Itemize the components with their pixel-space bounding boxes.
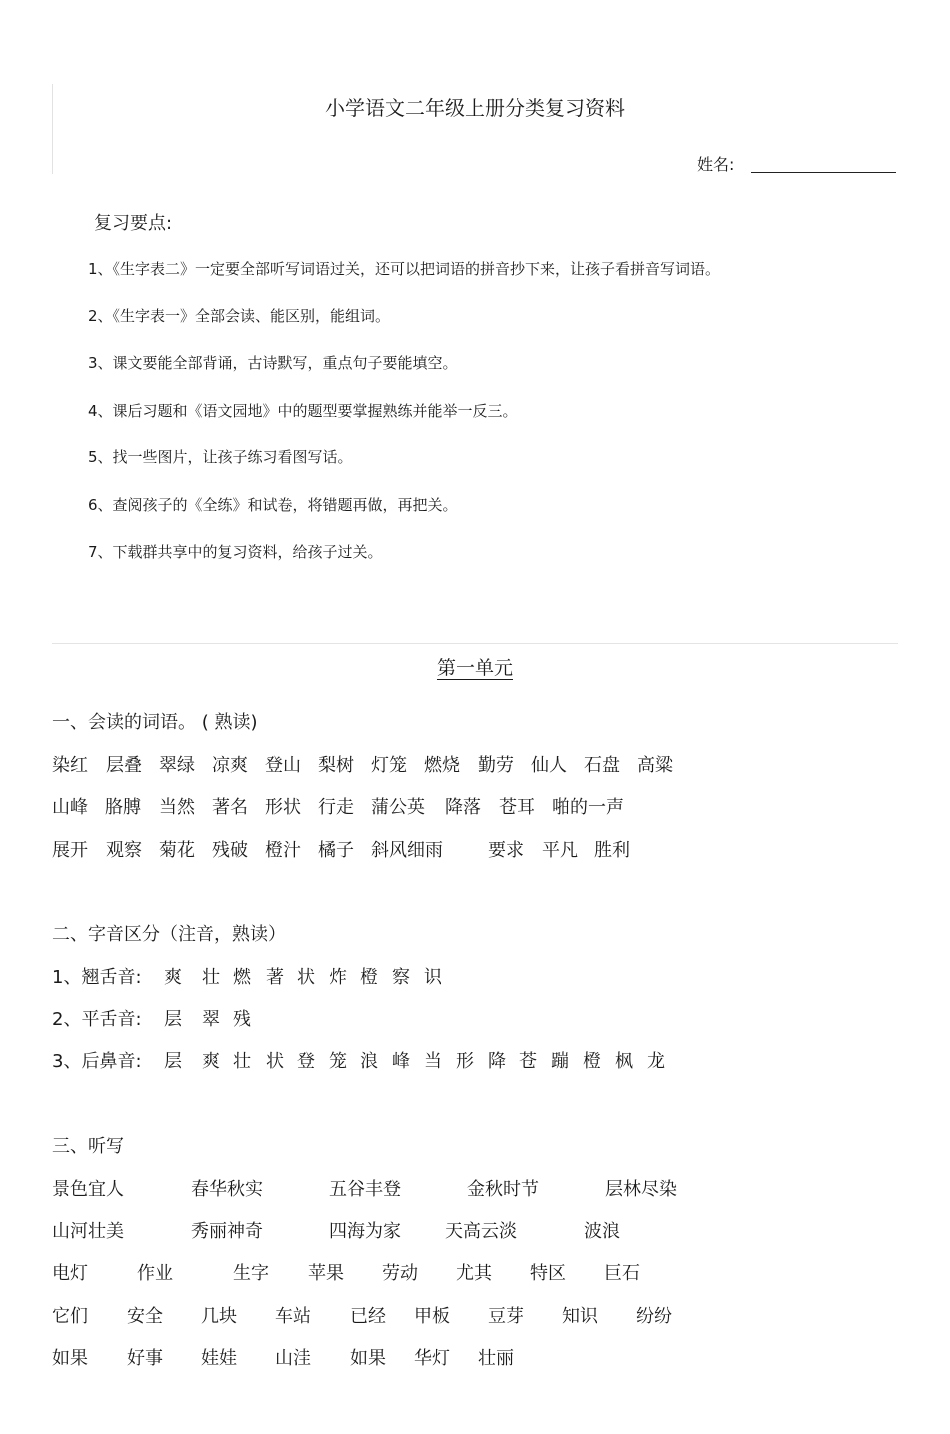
- char: 浪: [360, 1051, 378, 1072]
- word: 春华秋实: [191, 1179, 263, 1200]
- char: 龙: [647, 1051, 665, 1072]
- word: 安全: [127, 1306, 163, 1327]
- word: 壮丽: [478, 1348, 514, 1369]
- word: 胳膊: [105, 797, 141, 818]
- word: 层林尽染: [605, 1179, 677, 1200]
- char: 察: [392, 967, 410, 988]
- word: 降落: [445, 797, 481, 818]
- word: 波浪: [584, 1221, 620, 1242]
- word: 染红: [52, 755, 88, 776]
- word: 纷纷: [636, 1306, 672, 1327]
- review-point-7: 7、下载群共享中的复习资料，给孩子过关。: [88, 543, 383, 561]
- word: 山峰: [52, 797, 88, 818]
- word: 橙汁: [265, 840, 301, 861]
- char: 降: [488, 1051, 506, 1072]
- word: 苹果: [308, 1263, 344, 1284]
- section1-heading: 一、会读的词语。 ( 熟读): [52, 712, 258, 733]
- word: 已经: [350, 1306, 386, 1327]
- word: 灯笼: [371, 755, 407, 776]
- word: 展开: [52, 840, 88, 861]
- line-label: 1、翘舌音:: [52, 967, 142, 988]
- line-label: 3、后鼻音:: [52, 1051, 142, 1072]
- char: 蹦: [551, 1051, 569, 1072]
- review-point-6: 6、查阅孩子的《全练》和试卷，将错题再做，再把关。: [88, 496, 458, 514]
- word: 形状: [265, 797, 301, 818]
- word: 娃娃: [201, 1348, 237, 1369]
- char: 形: [456, 1051, 474, 1072]
- char: 笼: [329, 1051, 347, 1072]
- char: 爽: [202, 1051, 220, 1072]
- char: 状: [266, 1051, 284, 1072]
- word: 天高云淡: [445, 1221, 517, 1242]
- word: 苍耳: [499, 797, 535, 818]
- char: 峰: [392, 1051, 410, 1072]
- review-point-1: 1、《生字表二》一定要全部听写词语过关，还可以把词语的拼音抄下来，让孩子看拼音写词语。: [88, 260, 721, 278]
- review-point-3: 3、课文要能全部背诵，古诗默写，重点句子要能填空。: [88, 354, 458, 372]
- word: 胜利: [594, 840, 630, 861]
- review-heading: 复习要点:: [94, 213, 173, 234]
- char: 著: [266, 967, 284, 988]
- section-divider: [52, 643, 898, 644]
- word: 劳动: [382, 1263, 418, 1284]
- char: 识: [424, 967, 442, 988]
- word: 观察: [106, 840, 142, 861]
- char: 登: [297, 1051, 315, 1072]
- char: 橙: [583, 1051, 601, 1072]
- char: 残: [233, 1009, 251, 1030]
- word: 残破: [212, 840, 248, 861]
- char: 状: [297, 967, 315, 988]
- word: 电灯: [52, 1263, 88, 1284]
- char: 层: [164, 1009, 182, 1030]
- line-label: 2、平舌音:: [52, 1009, 142, 1030]
- word: 几块: [201, 1306, 237, 1327]
- word: 当然: [159, 797, 195, 818]
- word: 它们: [52, 1306, 88, 1327]
- word: 山河壮美: [52, 1221, 124, 1242]
- word: 金秋时节: [467, 1179, 539, 1200]
- word: 登山: [265, 755, 301, 776]
- word: 斜风细雨: [371, 840, 443, 861]
- name-label: 姓名:: [697, 155, 735, 174]
- char: 苍: [519, 1051, 537, 1072]
- word: 秀丽神奇: [191, 1221, 263, 1242]
- section2-heading: 二、字音区分（注音，熟读）: [52, 924, 286, 945]
- word: 凉爽: [212, 755, 248, 776]
- review-point-4: 4、课后习题和《语文园地》中的题型要掌握熟练并能举一反三。: [88, 402, 518, 420]
- word: 要求: [488, 840, 524, 861]
- word: 生字: [233, 1263, 269, 1284]
- review-point-5: 5、找一些图片，让孩子练习看图写话。: [88, 448, 353, 466]
- word: 燃烧: [424, 755, 460, 776]
- char: 壮: [202, 967, 220, 988]
- page-title: 小学语文二年级上册分类复习资料: [325, 96, 625, 120]
- word: 四海为家: [329, 1221, 401, 1242]
- word: 梨树: [318, 755, 354, 776]
- word: 五谷丰登: [329, 1179, 401, 1200]
- word: 如果: [52, 1348, 88, 1369]
- word: 车站: [275, 1306, 311, 1327]
- word: 知识: [562, 1306, 598, 1327]
- char: 当: [424, 1051, 442, 1072]
- word: 勤劳: [478, 755, 514, 776]
- word: 啪的一声: [552, 797, 624, 818]
- word: 平凡: [542, 840, 578, 861]
- word: 尤其: [456, 1263, 492, 1284]
- name-blank-line[interactable]: [751, 172, 896, 173]
- char: 燃: [233, 967, 251, 988]
- review-point-2: 2、《生字表一》全部会读、能区别，能组词。: [88, 307, 391, 325]
- word: 景色宜人: [52, 1179, 124, 1200]
- char: 壮: [233, 1051, 251, 1072]
- char: 炸: [329, 967, 347, 988]
- word: 层叠: [106, 755, 142, 776]
- word: 橘子: [318, 840, 354, 861]
- word: 巨石: [604, 1263, 640, 1284]
- word: 如果: [350, 1348, 386, 1369]
- word: 著名: [212, 797, 248, 818]
- char: 爽: [164, 967, 182, 988]
- char: 枫: [615, 1051, 633, 1072]
- word: 行走: [318, 797, 354, 818]
- section3-heading: 三、听写: [52, 1136, 124, 1157]
- word: 豆芽: [488, 1306, 524, 1327]
- word: 好事: [127, 1348, 163, 1369]
- char: 翠: [202, 1009, 220, 1030]
- word: 高粱: [637, 755, 673, 776]
- char: 层: [164, 1051, 182, 1072]
- word: 甲板: [414, 1306, 450, 1327]
- word: 作业: [137, 1263, 173, 1284]
- word: 仙人: [531, 755, 567, 776]
- word: 菊花: [159, 840, 195, 861]
- word: 石盘: [584, 755, 620, 776]
- char: 橙: [360, 967, 378, 988]
- unit-title-text: 第一单元: [436, 657, 513, 679]
- word: 特区: [530, 1263, 566, 1284]
- word: 山洼: [275, 1348, 311, 1369]
- word: 华灯: [414, 1348, 450, 1369]
- unit-title: [0, 653, 950, 680]
- word: 翠绿: [159, 755, 195, 776]
- word: 蒲公英: [371, 797, 425, 818]
